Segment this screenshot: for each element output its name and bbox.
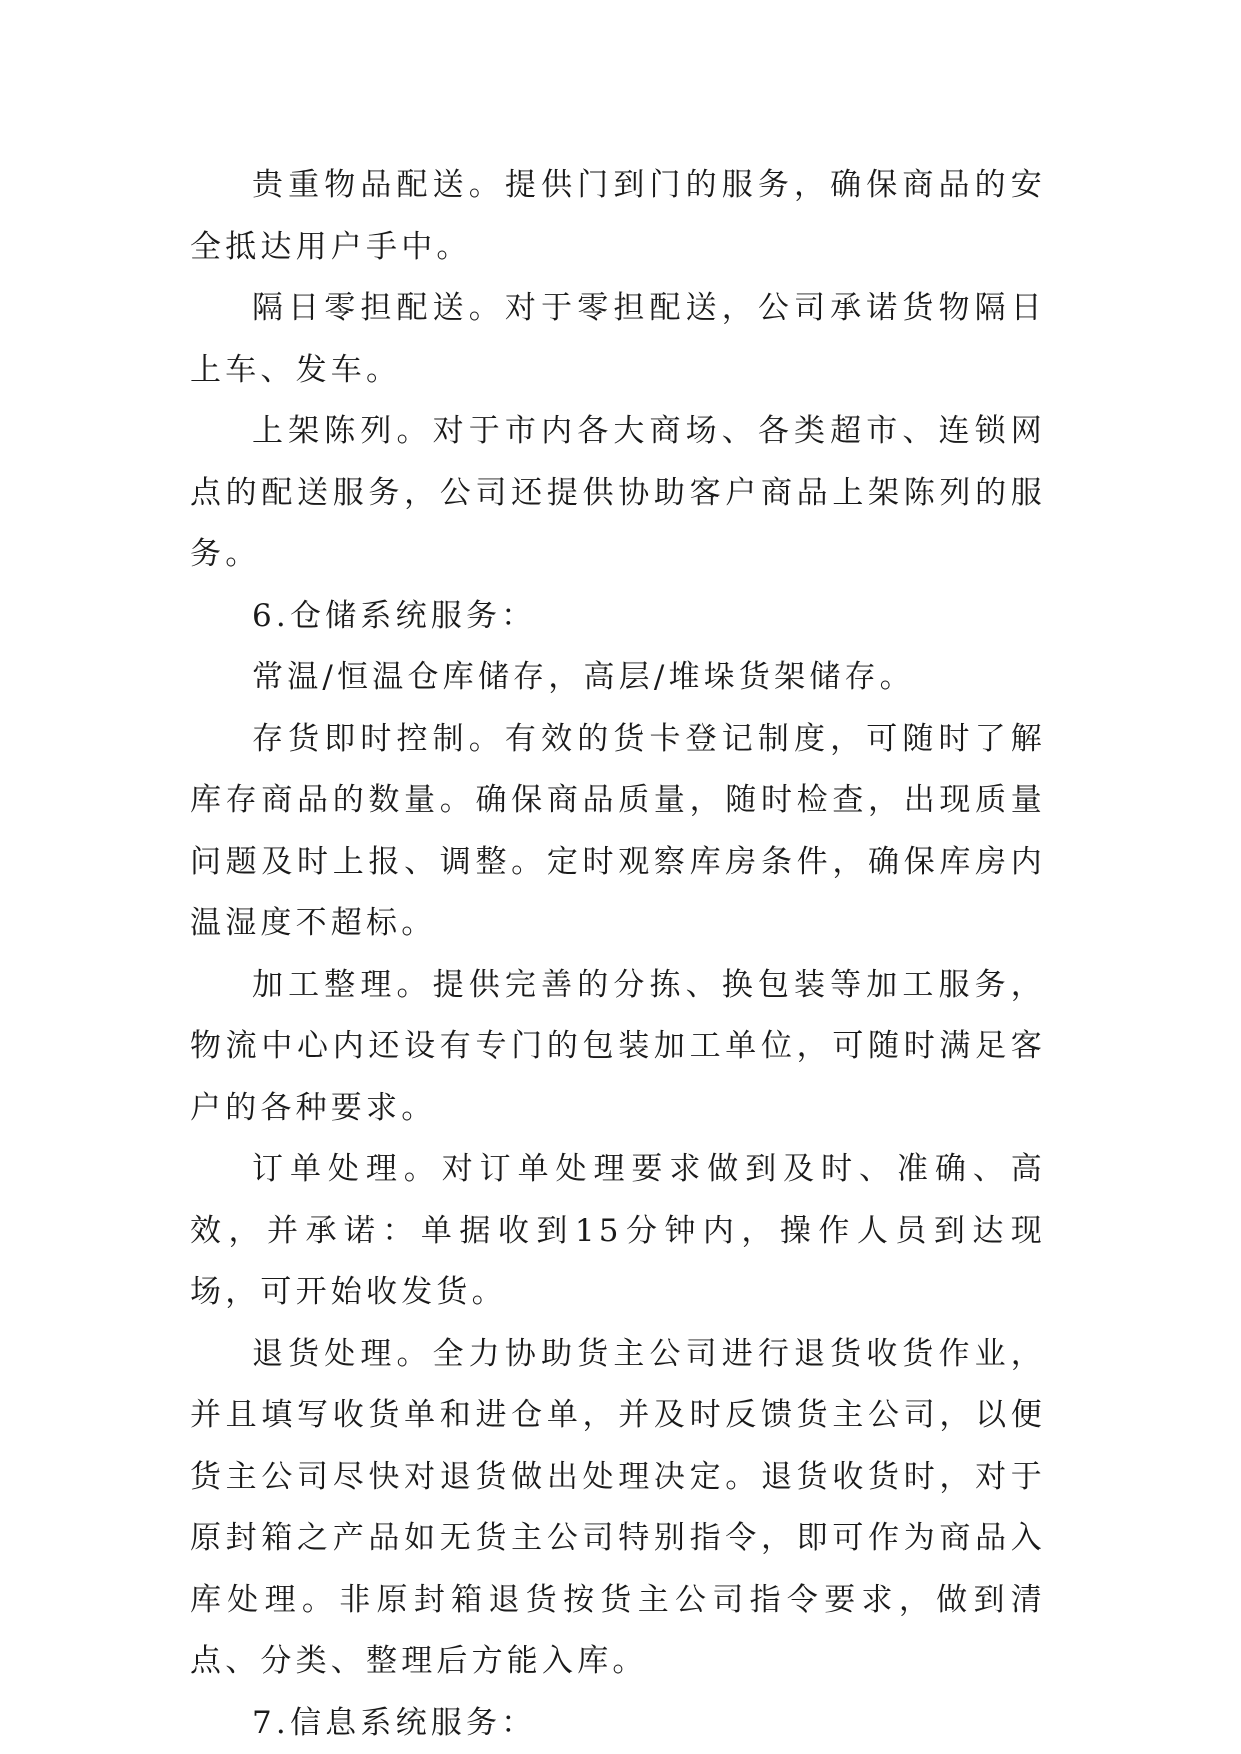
paragraph-order-processing: 订单处理。对订单处理要求做到及时、准确、高效，并承诺：单据收到15分钟内，操作人员到达现场，可开始收发货。	[190, 1151, 1046, 1310]
paragraph-storage: 常温/恒温仓库储存，高层/堆垛货架储存。	[252, 659, 915, 695]
paragraph-inventory-control: 存货即时控制。有效的货卡登记制度，可随时了解库存商品的数量。确保商品质量，随时检查，出现质量问题及时上报、调整。定时观察库房条件，确保库房内温湿度不超标。	[190, 720, 1046, 941]
heading-warehouse-services: 6.仓储系统服务：	[252, 597, 537, 634]
document-body	[190, 155, 1046, 1754]
paragraph-shelf-display: 上架陈列。对于市内各大商场、各类超市、连锁网点的配送服务，公司还提供协助客户商品上架陈列的服务。	[190, 413, 1046, 572]
paragraph-returns-processing: 退货处理。全力协助货主公司进行退货收货作业，并且填写收货单和进仓单，并及时反馈货主公司，以便货主公司尽快对退货做出处理决定。退货收货时，对于原封箱之产品如无货主公司特别指令，即可作为商品入库处理。非原封箱退货按货主公司指令要求，做到清点、分类、整理后方能入库。	[190, 1335, 1046, 1679]
heading-information-services: 7.信息系统服务：	[252, 1704, 537, 1741]
paragraph-next-day-delivery: 隔日零担配送。对于零担配送，公司承诺货物隔日上车、发车。	[190, 290, 1046, 388]
paragraph-processing: 加工整理。提供完善的分拣、换包装等加工服务，物流中心内还设有专门的包装加工单位，可随时满足客户的各种要求。	[190, 966, 1046, 1126]
paragraph-valuables-delivery: 贵重物品配送。提供门到门的服务，确保商品的安全抵达用户手中。	[190, 167, 1046, 265]
